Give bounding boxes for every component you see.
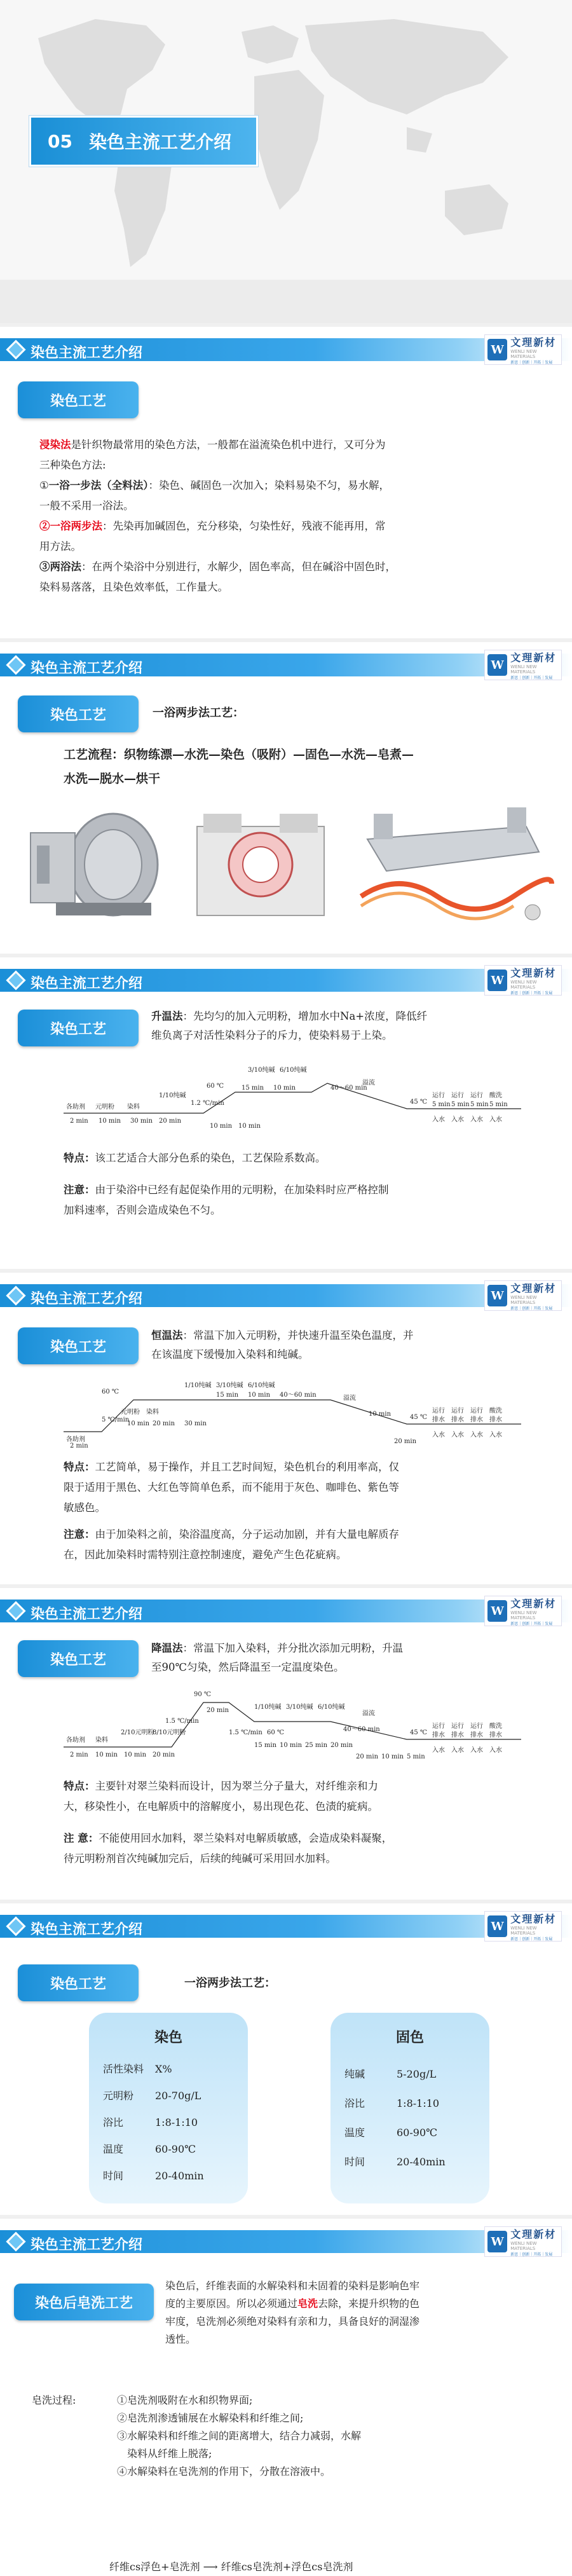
svg-text:运行: 运行 [432, 1408, 445, 1415]
lead-text: 升温法：先均匀的加入元明粉，增加水中Na+浓度，降低纤 维负离子对活性染料分子的斥力，使染料易于上染。 [151, 1010, 428, 1041]
svg-text:溢流: 溢流 [343, 1395, 356, 1402]
svg-text:排水: 排水 [489, 1416, 502, 1423]
svg-text:2/10元明粉: 2/10元明粉 [121, 1729, 154, 1736]
dyeing-machine-image-2 [184, 801, 337, 928]
svg-text:排水: 排水 [432, 1416, 445, 1423]
company-logo: W 文理新材 WENLI NEW MATERIALS 新思｜创新｜开拓｜发展 [484, 2226, 562, 2257]
svg-text:入水: 入水 [489, 1116, 502, 1123]
recipe-row: 活性染料 X% [103, 2063, 172, 2075]
svg-text:6/10纯碱: 6/10纯碱 [318, 1704, 345, 1711]
svg-text:40～60 min: 40～60 min [343, 1726, 380, 1733]
svg-text:10 min: 10 min [210, 1123, 233, 1130]
feature-note: 特点：主要针对翠兰染料而设计，因为翠兰分子量大，对纤维亲和力 大，移染性小，在电解质中的溶解度小，易出现色花、色渍的疵病。 [64, 1780, 378, 1812]
svg-text:3/10纯碱: 3/10纯碱 [216, 1382, 243, 1389]
recipe-row: 浴比 1:8-1:10 [103, 2116, 198, 2128]
svg-text:20 min: 20 min [153, 1751, 175, 1758]
section-badge: 染色工艺 [18, 1964, 139, 2001]
svg-text:20 min: 20 min [394, 1438, 417, 1445]
section-badge: 染色后皂洗工艺 [14, 2284, 154, 2320]
svg-text:10 min: 10 min [273, 1085, 296, 1092]
svg-text:10 min: 10 min [248, 1392, 271, 1399]
constant-temp-process-diagram [64, 1368, 521, 1451]
svg-text:酸洗: 酸洗 [489, 1723, 502, 1730]
section-badge: 染色工艺 [18, 695, 139, 732]
notice-note: 注意：由于染浴中已经有起促染作用的元明粉，在加染料时应严格控制 加料速率，否则会造成染色不匀。 [64, 1184, 389, 1216]
section-badge: 染色工艺 [18, 1010, 139, 1046]
svg-text:10 min: 10 min [95, 1751, 118, 1758]
svg-text:10 min: 10 min [280, 1742, 303, 1749]
slide-header [0, 1588, 572, 1629]
svg-text:20 min: 20 min [330, 1742, 353, 1749]
svg-text:5 min: 5 min [470, 1101, 489, 1108]
slide-header [0, 642, 572, 683]
svg-text:1.2 ℃/min: 1.2 ℃/min [191, 1100, 224, 1107]
soaping-steps [117, 2392, 549, 2481]
svg-text:入水: 入水 [451, 1116, 464, 1123]
svg-text:酸洗: 酸洗 [489, 1092, 502, 1099]
svg-text:排水: 排水 [451, 1416, 464, 1423]
soaping-formula: 纤维cs浮色+皂洗剂 ⟶ 纤维cs皂洗剂+浮色cs皂洗剂 [109, 2561, 353, 2573]
term-two-bath: ③两浴法 [39, 561, 81, 573]
step: ①皂洗剂吸附在水和织物界面; [117, 2394, 253, 2406]
recipe-row: 温度 60-90℃ [344, 2127, 438, 2139]
slide-cooling-method [0, 1588, 572, 1900]
slide-header [0, 1273, 572, 1313]
svg-text:溢流: 溢流 [362, 1079, 375, 1086]
term-one-bath-two-step: 一浴两步法 [50, 520, 102, 532]
feature-note: 特点：工艺简单，易于操作，并且工艺时间短，染色机台的利用率高，仅 限于适用于黑色、大红色等简单色系，而不能用于灰色、咖啡色、紫色等 敏感色。 [64, 1461, 399, 1514]
svg-text:入水: 入水 [470, 1747, 483, 1754]
svg-text:元明粉: 元明粉 [95, 1104, 114, 1111]
section-badge: 染色工艺 [18, 1640, 139, 1677]
svg-text:入水: 入水 [489, 1432, 502, 1439]
svg-text:入水: 入水 [432, 1116, 445, 1123]
svg-text:1.5 ℃/min: 1.5 ℃/min [229, 1729, 262, 1736]
svg-text:排水: 排水 [432, 1732, 445, 1739]
svg-text:入水: 入水 [451, 1432, 464, 1439]
svg-text:6/10纯碱: 6/10纯碱 [280, 1067, 307, 1074]
dyeing-recipe-box [89, 2013, 248, 2203]
notice-note: 注意：由于加染料之前，染浴温度高，分子运动加剧，并有大量电解质存 在，因此加染料时需特别注意控制速度，避免产生色花疵病。 [64, 1528, 399, 1561]
svg-text:20 min: 20 min [153, 1420, 175, 1427]
svg-text:15 min: 15 min [216, 1392, 239, 1399]
svg-text:20 min: 20 min [356, 1753, 379, 1760]
cover-title: 染色主流工艺介绍 [88, 132, 231, 153]
svg-text:10 min: 10 min [238, 1123, 261, 1130]
section-badge: 染色工艺 [18, 381, 139, 418]
svg-text:45 ℃: 45 ℃ [410, 1729, 428, 1736]
svg-text:运行: 运行 [451, 1408, 464, 1415]
svg-text:运行: 运行 [432, 1723, 445, 1730]
slide-title: 染色主流工艺介绍 [31, 345, 143, 361]
slide-title: 染色主流工艺介绍 [31, 1922, 143, 1938]
section-badge: 染色工艺 [18, 1327, 139, 1364]
svg-text:20 min: 20 min [159, 1118, 182, 1125]
svg-text:染料: 染料 [146, 1409, 159, 1416]
slide-header [0, 957, 572, 998]
dyeing-machine-image-1 [18, 801, 177, 928]
svg-text:运行: 运行 [470, 1092, 483, 1099]
svg-text:10 min: 10 min [381, 1753, 404, 1760]
cover-number: 05 [48, 130, 72, 152]
svg-text:40～60 min: 40～60 min [280, 1392, 317, 1399]
company-logo [484, 334, 562, 365]
svg-text:10 min: 10 min [369, 1411, 392, 1418]
logo-mark-icon: W [487, 1285, 507, 1306]
svg-text:染料: 染料 [127, 1104, 140, 1111]
svg-text:排水: 排水 [451, 1732, 464, 1739]
svg-text:运行: 运行 [470, 1723, 483, 1730]
svg-text:运行: 运行 [432, 1092, 445, 1099]
svg-text:2 min: 2 min [70, 1751, 88, 1758]
svg-text:8/10元明粉: 8/10元明粉 [153, 1729, 186, 1736]
svg-text:10 min: 10 min [127, 1420, 150, 1427]
svg-text:5 ℃/min: 5 ℃/min [102, 1416, 130, 1423]
company-logo: W 文理新材 WENLI NEW MATERIALS 新思｜创新｜开拓｜发展 [484, 650, 562, 680]
svg-text:10 min: 10 min [99, 1118, 121, 1125]
svg-text:40～60 min: 40～60 min [330, 1085, 367, 1092]
svg-text:5 min: 5 min [407, 1753, 425, 1760]
term-exhaust-dyeing: 浸染法 [39, 439, 71, 451]
svg-text:排水: 排水 [489, 1732, 502, 1739]
step-start: 各助剂 [66, 1104, 85, 1111]
svg-text:1.5 ℃/min: 1.5 ℃/min [165, 1718, 199, 1725]
cover-title-banner [29, 116, 258, 167]
logo-mark-icon: W [487, 339, 507, 360]
company-logo: W 文理新材 WENLI NEW MATERIALS 新思｜创新｜开拓｜发展 [484, 965, 562, 996]
recipe-row: 温度 60-90℃ [103, 2143, 196, 2155]
notice-note: 注 意：不能使用回水加料，翠兰染料对电解质敏感，会造成染料凝聚， 待元明粉剂首次纯碱加完后，后续的纯碱可采用回水加料。 [64, 1832, 393, 1865]
step: ③水解染料和纤维之间的距离增大，结合力减弱，水解 [117, 2430, 362, 2442]
svg-text:3/10纯碱: 3/10纯碱 [248, 1067, 275, 1074]
svg-text:10 min: 10 min [124, 1751, 147, 1758]
logo-name: 文理新材 [510, 336, 557, 348]
slide-dyeing-methods [0, 327, 572, 638]
svg-text:60 ℃: 60 ℃ [267, 1729, 285, 1736]
svg-text:2 min: 2 min [70, 1442, 88, 1449]
svg-text:排水: 排水 [470, 1732, 483, 1739]
logo-sub: WENLI NEW MATERIALS [510, 349, 537, 359]
svg-text:运行: 运行 [451, 1092, 464, 1099]
slide-title: 染色主流工艺介绍 [31, 1291, 143, 1307]
fixing-recipe-title: 固色 [395, 2029, 424, 2046]
slide-title: 染色主流工艺介绍 [31, 661, 143, 676]
svg-text:排水: 排水 [470, 1416, 483, 1423]
slide-recipe [0, 1903, 572, 2215]
logo-mark-icon: W [487, 2231, 507, 2252]
svg-text:1/10纯碱: 1/10纯碱 [184, 1382, 212, 1389]
recipe-row: 时间 20-40min [344, 2156, 446, 2168]
heating-process-diagram [64, 1053, 521, 1135]
recipe-row: 纯碱 5-20g/L [344, 2068, 437, 2080]
term-one-bath-one-step: 一浴一步法（全料法） [48, 479, 149, 491]
svg-text:2 min: 2 min [70, 1118, 88, 1125]
step: 染料从纤维上脱落; [127, 2448, 212, 2460]
step: ②皂洗剂渗透铺展在水解染料和纤维之间; [117, 2412, 304, 2424]
cooling-process-diagram [64, 1683, 521, 1766]
dyeing-recipe-title: 染色 [154, 2029, 182, 2046]
svg-text:5 min: 5 min [432, 1101, 451, 1108]
svg-text:3/10纯碱: 3/10纯碱 [286, 1704, 313, 1711]
slide-process-flow [0, 642, 572, 954]
svg-text:30 min: 30 min [184, 1420, 207, 1427]
svg-text:元明粉: 元明粉 [121, 1409, 140, 1416]
svg-text:15 min: 15 min [242, 1085, 264, 1092]
svg-text:90 ℃: 90 ℃ [194, 1691, 212, 1698]
svg-text:60 ℃: 60 ℃ [207, 1083, 224, 1090]
subtitle: 一浴两步法工艺： [184, 1977, 276, 1990]
company-logo: W 文理新材 WENLI NEW MATERIALS 新思｜创新｜开拓｜发展 [484, 1280, 562, 1311]
slide-header [0, 2219, 572, 2259]
svg-text:5 min: 5 min [489, 1101, 508, 1108]
lead-text: 恒温法：常温下加入元明粉，并快速升温至染色温度，并 在该温度下缓慢加入染料和纯碱。 [151, 1329, 414, 1360]
slide-constant-temp-method [0, 1273, 572, 1584]
svg-text:1/10纯碱: 1/10纯碱 [159, 1092, 186, 1099]
svg-text:45 ℃: 45 ℃ [410, 1414, 428, 1421]
logo-mark-icon: W [487, 969, 507, 991]
slide-heating-method [0, 957, 572, 1269]
step: ④水解染料在皂洗剂的作用下，分散在溶液中。 [117, 2465, 331, 2477]
svg-text:入水: 入水 [432, 1747, 445, 1754]
logo-mark-icon: W [487, 1915, 507, 1937]
svg-text:6/10纯碱: 6/10纯碱 [248, 1382, 275, 1389]
svg-text:运行: 运行 [451, 1723, 464, 1730]
cover-slide [0, 0, 572, 323]
slide-title: 染色主流工艺介绍 [31, 976, 143, 992]
svg-text:溢流: 溢流 [362, 1710, 375, 1717]
svg-text:入水: 入水 [451, 1747, 464, 1754]
dyeing-machine-diagram [348, 801, 558, 928]
svg-text:15 min: 15 min [254, 1742, 277, 1749]
svg-text:入水: 入水 [470, 1116, 483, 1123]
svg-text:60 ℃: 60 ℃ [102, 1388, 119, 1395]
slide-soaping [0, 2219, 572, 2576]
svg-text:30 min: 30 min [130, 1118, 153, 1125]
svg-text:运行: 运行 [470, 1408, 483, 1415]
recipe-row: 浴比 1:8-1:10 [344, 2097, 440, 2109]
soaping-process-label: 皂洗过程: [32, 2394, 76, 2406]
svg-text:20 min: 20 min [207, 1707, 229, 1714]
logo-tagline: 新思｜创新｜开拓｜发展 [510, 360, 553, 365]
recipe-row: 时间 20-40min [103, 2170, 204, 2182]
slide-title: 染色主流工艺介绍 [31, 2237, 143, 2253]
svg-text:45 ℃: 45 ℃ [410, 1099, 428, 1106]
methods-text: 浸染法是针织物最常用的染色方法，一般都在溢流染色机中进行，又可分为 三种染色方法: ①一浴一步法（全料法）：染色、碱固色一次加入；染料易染不匀，易水解， 一般不采用一浴法。 ②一浴两步法：先染再加碱固色，充分移染，匀染性好，残液不能再用，常 用方法。 ③两浴法：在两个染浴中分别进行，水解少，固色率高，但在碱浴中固色时， 染料易落落，且染色效率低，工作量大。 [39, 439, 396, 593]
slide-header [0, 327, 572, 367]
svg-text:入水: 入水 [470, 1432, 483, 1439]
svg-text:各助剂: 各助剂 [66, 1436, 85, 1443]
recipe-row: 元明粉 20-70g/L [103, 2090, 201, 2102]
svg-text:入水: 入水 [432, 1432, 445, 1439]
svg-text:1/10纯碱: 1/10纯碱 [254, 1704, 282, 1711]
svg-text:酸洗: 酸洗 [489, 1408, 502, 1415]
svg-text:25 min: 25 min [305, 1742, 328, 1749]
slide-title: 染色主流工艺介绍 [31, 1607, 143, 1622]
soaping-intro: 染色后，纤维表面的水解染料和未固着的染料是影响色牢 度的主要原因。所以必须通过皂洗去除，来提升织物的色 牢度，皂洗剂必须绝对染料有亲和力，具备良好的洞湿渗 透性。 [165, 2280, 420, 2345]
company-logo: W 文理新材 WENLI NEW MATERIALS 新思｜创新｜开拓｜发展 [484, 1911, 562, 1942]
svg-text:各助剂: 各助剂 [66, 1737, 85, 1744]
slide-header [0, 1903, 572, 1944]
logo-mark-icon: W [487, 1600, 507, 1622]
subtitle: 一浴两步法工艺： [153, 706, 244, 720]
feature-note: 特点：该工艺适合大部分色系的染色，工艺保险系数高。 [64, 1152, 326, 1164]
logo-mark-icon: W [487, 654, 507, 676]
svg-text:染料: 染料 [95, 1737, 108, 1744]
svg-text:5 min: 5 min [451, 1101, 470, 1108]
process-flow: 工艺流程：织物练漂—水洗—染色（吸附）—固色—水洗—皂煮— 水洗—脱水—烘干 [64, 748, 414, 786]
svg-text:入水: 入水 [489, 1747, 502, 1754]
lead-text: 降温法：常温下加入染料，并分批次添加元明粉，升温 至90℃匀染，然后降温至一定温度染色。 [151, 1642, 403, 1673]
company-logo: W 文理新材 WENLI NEW MATERIALS 新思｜创新｜开拓｜发展 [484, 1596, 562, 1626]
fixing-recipe-box [330, 2013, 489, 2203]
